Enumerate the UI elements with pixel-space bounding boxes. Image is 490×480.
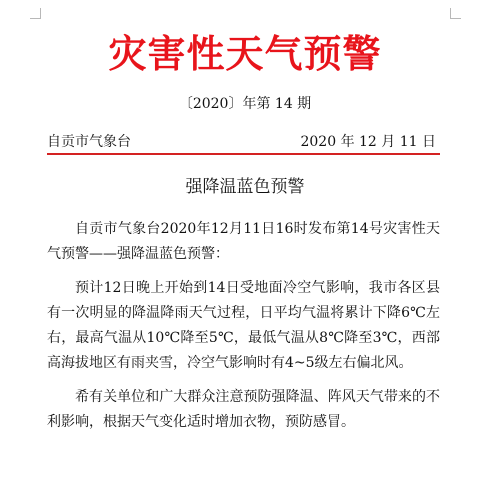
issuer-name: 自贡市气象台 (47, 134, 131, 150)
body-paragraph-announcement: 自贡市气象台2020年12月11日16时发布第14号灾害性天气预警——强降温蓝色预警： (47, 221, 440, 262)
document-title: 灾害性天气预警 (108, 31, 382, 76)
body-paragraph-advice: 希有关单位和广大群众注意预防强降温、阵风天气带来的不利影响，根据天气变化适时增加衣物，预防感冒。 (47, 389, 440, 430)
warning-headline: 强降温蓝色预警 (185, 177, 305, 197)
margin-corner-mark-top-left (30, 8, 41, 19)
document-body (47, 217, 440, 435)
header-divider-line (47, 153, 440, 155)
issue-date: 2020 年 12 月 11 日 (300, 134, 436, 150)
margin-corner-mark-top-right (450, 8, 461, 19)
body-paragraph-forecast: 预计12日晚上开始到14日受地面冷空气影响，我市各区县有一次明显的降温降雨天气过程，日平均气温将累计下降6℃左右，最高气温从10℃降至5℃，最低气温从8℃降至3℃，西部高海拔地区有雨夹雪，冷空气影响时有4~5级左右偏北风。 (47, 280, 440, 371)
issue-number: 〔2020〕年第 14 期 (178, 96, 312, 112)
